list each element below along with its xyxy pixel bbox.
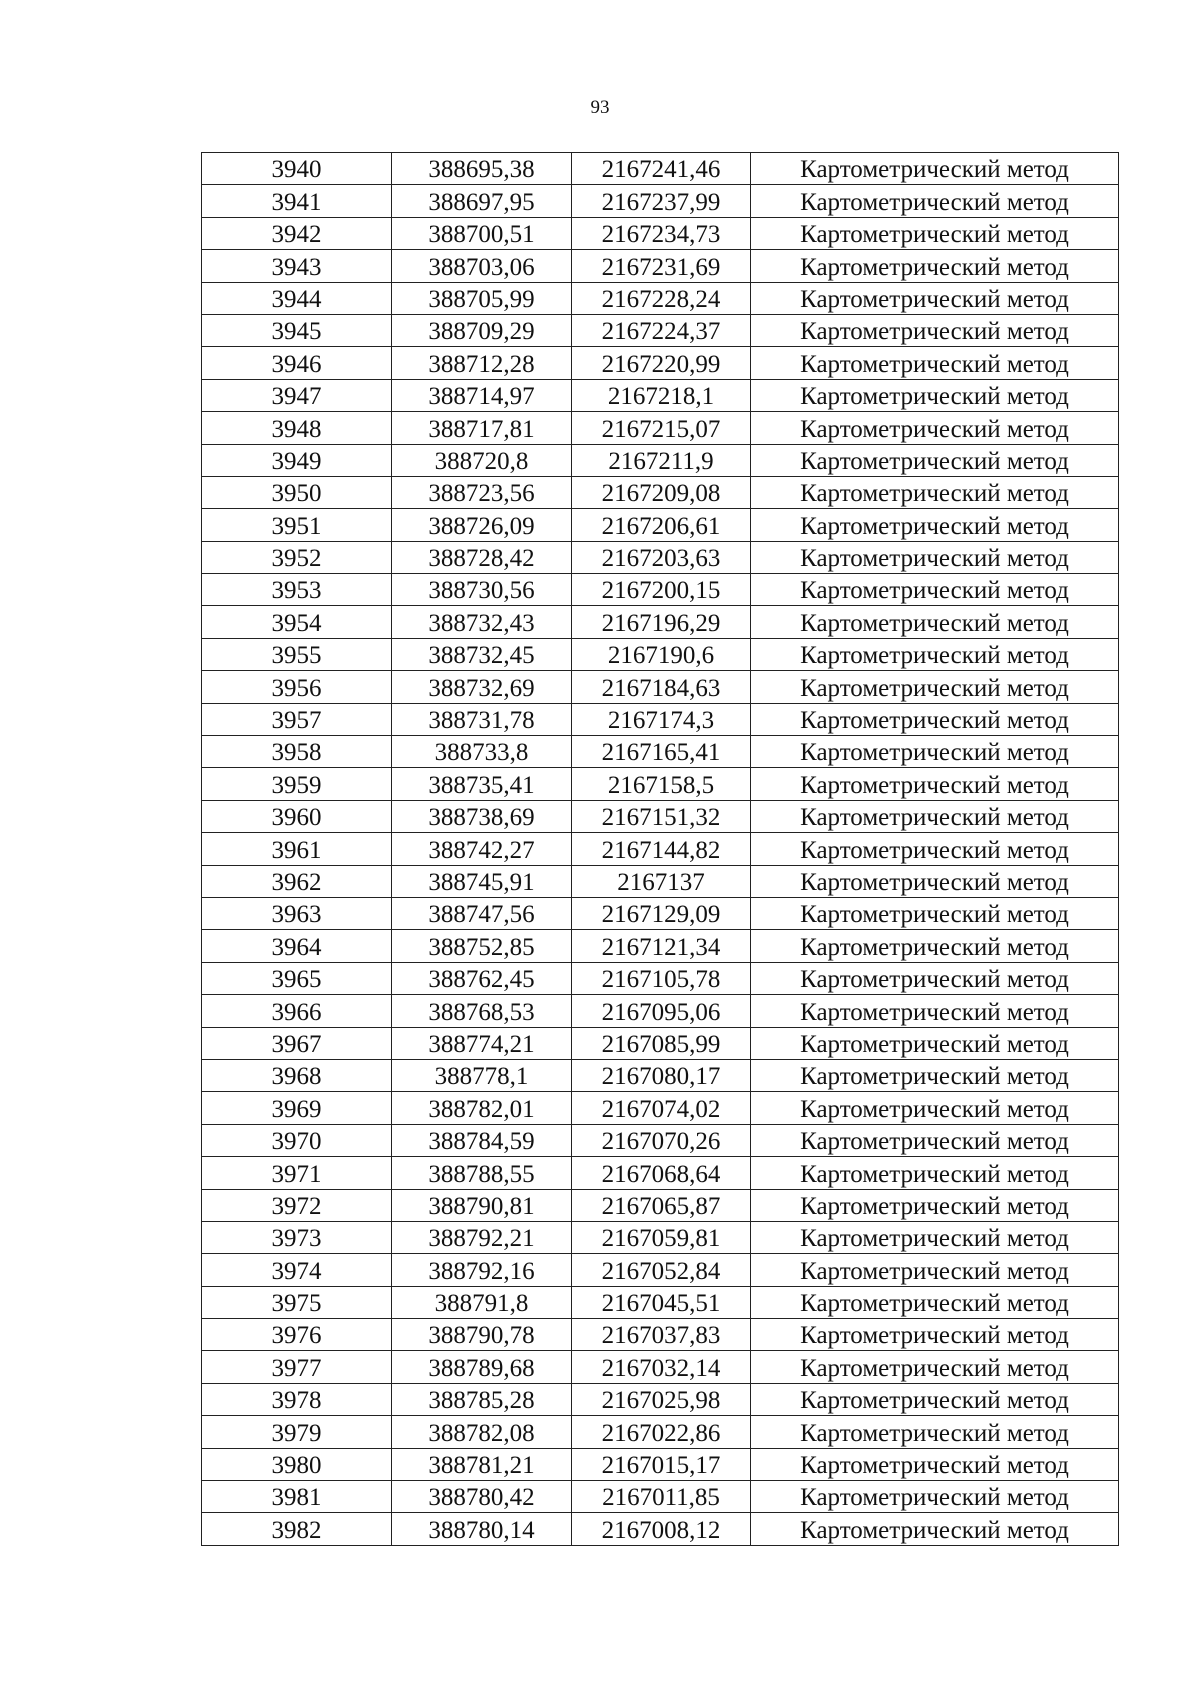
method-cell: Картометрический метод <box>751 509 1119 541</box>
table-row <box>202 800 1119 832</box>
method-cell: Картометрический метод <box>751 250 1119 282</box>
y-coordinate-cell: 2167074,02 <box>572 1092 751 1124</box>
point-number-cell: 3947 <box>202 379 392 411</box>
table-row <box>202 347 1119 379</box>
table-row <box>202 412 1119 444</box>
method-cell: Картометрический метод <box>751 1124 1119 1156</box>
x-coordinate-cell: 388778,1 <box>392 1059 572 1091</box>
table-row <box>202 1319 1119 1351</box>
method-cell: Картометрический метод <box>751 671 1119 703</box>
x-coordinate-cell: 388703,06 <box>392 250 572 282</box>
y-coordinate-cell: 2167220,99 <box>572 347 751 379</box>
y-coordinate-cell: 2167032,14 <box>572 1351 751 1383</box>
table-row <box>202 379 1119 411</box>
point-number-cell: 3951 <box>202 509 392 541</box>
point-number-cell: 3954 <box>202 606 392 638</box>
method-cell: Картометрический метод <box>751 347 1119 379</box>
y-coordinate-cell: 2167045,51 <box>572 1286 751 1318</box>
page-number: 93 <box>590 97 610 118</box>
point-number-cell: 3952 <box>202 541 392 573</box>
point-number-cell: 3980 <box>202 1448 392 1480</box>
method-cell: Картометрический метод <box>751 185 1119 217</box>
x-coordinate-cell: 388720,8 <box>392 444 572 476</box>
table-row <box>202 1416 1119 1448</box>
y-coordinate-cell: 2167206,61 <box>572 509 751 541</box>
x-coordinate-cell: 388738,69 <box>392 800 572 832</box>
table-row <box>202 638 1119 670</box>
x-coordinate-cell: 388730,56 <box>392 574 572 606</box>
y-coordinate-cell: 2167203,63 <box>572 541 751 573</box>
coordinates-table <box>201 152 1119 1546</box>
table-row <box>202 768 1119 800</box>
method-cell: Картометрический метод <box>751 1319 1119 1351</box>
method-cell: Картометрический метод <box>751 574 1119 606</box>
x-coordinate-cell: 388732,69 <box>392 671 572 703</box>
y-coordinate-cell: 2167158,5 <box>572 768 751 800</box>
point-number-cell: 3959 <box>202 768 392 800</box>
x-coordinate-cell: 388790,81 <box>392 1189 572 1221</box>
method-cell: Картометрический метод <box>751 1059 1119 1091</box>
table-row <box>202 1221 1119 1253</box>
table-row <box>202 282 1119 314</box>
method-cell: Картометрический метод <box>751 541 1119 573</box>
x-coordinate-cell: 388782,08 <box>392 1416 572 1448</box>
point-number-cell: 3942 <box>202 217 392 249</box>
y-coordinate-cell: 2167237,99 <box>572 185 751 217</box>
method-cell: Картометрический метод <box>751 1157 1119 1189</box>
y-coordinate-cell: 2167234,73 <box>572 217 751 249</box>
x-coordinate-cell: 388697,95 <box>392 185 572 217</box>
table-row <box>202 736 1119 768</box>
x-coordinate-cell: 388732,45 <box>392 638 572 670</box>
y-coordinate-cell: 2167190,6 <box>572 638 751 670</box>
point-number-cell: 3940 <box>202 153 392 185</box>
point-number-cell: 3956 <box>202 671 392 703</box>
point-number-cell: 3957 <box>202 703 392 735</box>
y-coordinate-cell: 2167137 <box>572 865 751 897</box>
y-coordinate-cell: 2167231,69 <box>572 250 751 282</box>
y-coordinate-cell: 2167015,17 <box>572 1448 751 1480</box>
y-coordinate-cell: 2167224,37 <box>572 314 751 346</box>
x-coordinate-cell: 388705,99 <box>392 282 572 314</box>
y-coordinate-cell: 2167151,32 <box>572 800 751 832</box>
y-coordinate-cell: 2167129,09 <box>572 897 751 929</box>
y-coordinate-cell: 2167241,46 <box>572 153 751 185</box>
y-coordinate-cell: 2167174,3 <box>572 703 751 735</box>
method-cell: Картометрический метод <box>751 1351 1119 1383</box>
table-row <box>202 897 1119 929</box>
coordinates-table-body <box>202 153 1119 1546</box>
table-row <box>202 314 1119 346</box>
point-number-cell: 3965 <box>202 962 392 994</box>
method-cell: Картометрический метод <box>751 1383 1119 1415</box>
point-number-cell: 3949 <box>202 444 392 476</box>
x-coordinate-cell: 388792,16 <box>392 1254 572 1286</box>
table-row <box>202 833 1119 865</box>
x-coordinate-cell: 388735,41 <box>392 768 572 800</box>
point-number-cell: 3969 <box>202 1092 392 1124</box>
x-coordinate-cell: 388732,43 <box>392 606 572 638</box>
point-number-cell: 3974 <box>202 1254 392 1286</box>
y-coordinate-cell: 2167105,78 <box>572 962 751 994</box>
table-row <box>202 1481 1119 1513</box>
table-row <box>202 1059 1119 1091</box>
point-number-cell: 3950 <box>202 476 392 508</box>
table-row <box>202 671 1119 703</box>
table-row <box>202 250 1119 282</box>
y-coordinate-cell: 2167121,34 <box>572 930 751 962</box>
point-number-cell: 3973 <box>202 1221 392 1253</box>
x-coordinate-cell: 388788,55 <box>392 1157 572 1189</box>
method-cell: Картометрический метод <box>751 1448 1119 1480</box>
x-coordinate-cell: 388695,38 <box>392 153 572 185</box>
y-coordinate-cell: 2167080,17 <box>572 1059 751 1091</box>
method-cell: Картометрический метод <box>751 1221 1119 1253</box>
method-cell: Картометрический метод <box>751 412 1119 444</box>
y-coordinate-cell: 2167065,87 <box>572 1189 751 1221</box>
point-number-cell: 3964 <box>202 930 392 962</box>
table-row <box>202 865 1119 897</box>
x-coordinate-cell: 388792,21 <box>392 1221 572 1253</box>
table-row <box>202 703 1119 735</box>
table-row <box>202 930 1119 962</box>
y-coordinate-cell: 2167025,98 <box>572 1383 751 1415</box>
point-number-cell: 3962 <box>202 865 392 897</box>
table-row <box>202 1254 1119 1286</box>
method-cell: Картометрический метод <box>751 962 1119 994</box>
x-coordinate-cell: 388712,28 <box>392 347 572 379</box>
method-cell: Картометрический метод <box>751 217 1119 249</box>
y-coordinate-cell: 2167209,08 <box>572 476 751 508</box>
table-row <box>202 1092 1119 1124</box>
x-coordinate-cell: 388731,78 <box>392 703 572 735</box>
table-row <box>202 995 1119 1027</box>
method-cell: Картометрический метод <box>751 314 1119 346</box>
point-number-cell: 3972 <box>202 1189 392 1221</box>
x-coordinate-cell: 388747,56 <box>392 897 572 929</box>
table-row <box>202 509 1119 541</box>
method-cell: Картометрический метод <box>751 444 1119 476</box>
x-coordinate-cell: 388723,56 <box>392 476 572 508</box>
y-coordinate-cell: 2167196,29 <box>572 606 751 638</box>
method-cell: Картометрический метод <box>751 638 1119 670</box>
table-row <box>202 1513 1119 1545</box>
x-coordinate-cell: 388728,42 <box>392 541 572 573</box>
method-cell: Картометрический метод <box>751 703 1119 735</box>
method-cell: Картометрический метод <box>751 995 1119 1027</box>
point-number-cell: 3958 <box>202 736 392 768</box>
y-coordinate-cell: 2167211,9 <box>572 444 751 476</box>
y-coordinate-cell: 2167008,12 <box>572 1513 751 1545</box>
x-coordinate-cell: 388762,45 <box>392 962 572 994</box>
x-coordinate-cell: 388700,51 <box>392 217 572 249</box>
method-cell: Картометрический метод <box>751 768 1119 800</box>
method-cell: Картометрический метод <box>751 736 1119 768</box>
point-number-cell: 3955 <box>202 638 392 670</box>
method-cell: Картометрический метод <box>751 379 1119 411</box>
point-number-cell: 3961 <box>202 833 392 865</box>
point-number-cell: 3966 <box>202 995 392 1027</box>
point-number-cell: 3976 <box>202 1319 392 1351</box>
table-row <box>202 153 1119 185</box>
point-number-cell: 3968 <box>202 1059 392 1091</box>
x-coordinate-cell: 388752,85 <box>392 930 572 962</box>
table-row <box>202 1189 1119 1221</box>
x-coordinate-cell: 388780,14 <box>392 1513 572 1545</box>
method-cell: Картометрический метод <box>751 1254 1119 1286</box>
y-coordinate-cell: 2167037,83 <box>572 1319 751 1351</box>
point-number-cell: 3978 <box>202 1383 392 1415</box>
method-cell: Картометрический метод <box>751 1286 1119 1318</box>
point-number-cell: 3979 <box>202 1416 392 1448</box>
table-row <box>202 574 1119 606</box>
y-coordinate-cell: 2167068,64 <box>572 1157 751 1189</box>
method-cell: Картометрический метод <box>751 1027 1119 1059</box>
method-cell: Картометрический метод <box>751 930 1119 962</box>
point-number-cell: 3953 <box>202 574 392 606</box>
table-row <box>202 217 1119 249</box>
x-coordinate-cell: 388784,59 <box>392 1124 572 1156</box>
table-row <box>202 444 1119 476</box>
y-coordinate-cell: 2167200,15 <box>572 574 751 606</box>
x-coordinate-cell: 388789,68 <box>392 1351 572 1383</box>
table-row <box>202 185 1119 217</box>
method-cell: Картометрический метод <box>751 282 1119 314</box>
table-row <box>202 606 1119 638</box>
table-row <box>202 1383 1119 1415</box>
y-coordinate-cell: 2167228,24 <box>572 282 751 314</box>
method-cell: Картометрический метод <box>751 1092 1119 1124</box>
x-coordinate-cell: 388726,09 <box>392 509 572 541</box>
y-coordinate-cell: 2167184,63 <box>572 671 751 703</box>
point-number-cell: 3977 <box>202 1351 392 1383</box>
x-coordinate-cell: 388742,27 <box>392 833 572 865</box>
x-coordinate-cell: 388791,8 <box>392 1286 572 1318</box>
table-row <box>202 1157 1119 1189</box>
y-coordinate-cell: 2167059,81 <box>572 1221 751 1253</box>
y-coordinate-cell: 2167070,26 <box>572 1124 751 1156</box>
x-coordinate-cell: 388768,53 <box>392 995 572 1027</box>
point-number-cell: 3963 <box>202 897 392 929</box>
x-coordinate-cell: 388714,97 <box>392 379 572 411</box>
table-row <box>202 1027 1119 1059</box>
point-number-cell: 3941 <box>202 185 392 217</box>
method-cell: Картометрический метод <box>751 865 1119 897</box>
y-coordinate-cell: 2167022,86 <box>572 1416 751 1448</box>
point-number-cell: 3967 <box>202 1027 392 1059</box>
table-row <box>202 1448 1119 1480</box>
x-coordinate-cell: 388733,8 <box>392 736 572 768</box>
table-row <box>202 476 1119 508</box>
method-cell: Картометрический метод <box>751 833 1119 865</box>
method-cell: Картометрический метод <box>751 606 1119 638</box>
x-coordinate-cell: 388785,28 <box>392 1383 572 1415</box>
point-number-cell: 3948 <box>202 412 392 444</box>
y-coordinate-cell: 2167052,84 <box>572 1254 751 1286</box>
point-number-cell: 3960 <box>202 800 392 832</box>
method-cell: Картометрический метод <box>751 897 1119 929</box>
point-number-cell: 3982 <box>202 1513 392 1545</box>
y-coordinate-cell: 2167165,41 <box>572 736 751 768</box>
table-row <box>202 1286 1119 1318</box>
method-cell: Картометрический метод <box>751 1189 1119 1221</box>
point-number-cell: 3945 <box>202 314 392 346</box>
table-row <box>202 541 1119 573</box>
x-coordinate-cell: 388780,42 <box>392 1481 572 1513</box>
method-cell: Картометрический метод <box>751 476 1119 508</box>
point-number-cell: 3971 <box>202 1157 392 1189</box>
y-coordinate-cell: 2167085,99 <box>572 1027 751 1059</box>
point-number-cell: 3946 <box>202 347 392 379</box>
method-cell: Картометрический метод <box>751 1513 1119 1545</box>
point-number-cell: 3970 <box>202 1124 392 1156</box>
x-coordinate-cell: 388745,91 <box>392 865 572 897</box>
table-row <box>202 1124 1119 1156</box>
point-number-cell: 3943 <box>202 250 392 282</box>
method-cell: Картометрический метод <box>751 1416 1119 1448</box>
y-coordinate-cell: 2167144,82 <box>572 833 751 865</box>
x-coordinate-cell: 388782,01 <box>392 1092 572 1124</box>
y-coordinate-cell: 2167011,85 <box>572 1481 751 1513</box>
x-coordinate-cell: 388781,21 <box>392 1448 572 1480</box>
point-number-cell: 3975 <box>202 1286 392 1318</box>
x-coordinate-cell: 388709,29 <box>392 314 572 346</box>
x-coordinate-cell: 388790,78 <box>392 1319 572 1351</box>
method-cell: Картометрический метод <box>751 800 1119 832</box>
point-number-cell: 3981 <box>202 1481 392 1513</box>
point-number-cell: 3944 <box>202 282 392 314</box>
y-coordinate-cell: 2167215,07 <box>572 412 751 444</box>
table-row <box>202 1351 1119 1383</box>
method-cell: Картометрический метод <box>751 153 1119 185</box>
table-row <box>202 962 1119 994</box>
y-coordinate-cell: 2167218,1 <box>572 379 751 411</box>
method-cell: Картометрический метод <box>751 1481 1119 1513</box>
x-coordinate-cell: 388774,21 <box>392 1027 572 1059</box>
y-coordinate-cell: 2167095,06 <box>572 995 751 1027</box>
x-coordinate-cell: 388717,81 <box>392 412 572 444</box>
